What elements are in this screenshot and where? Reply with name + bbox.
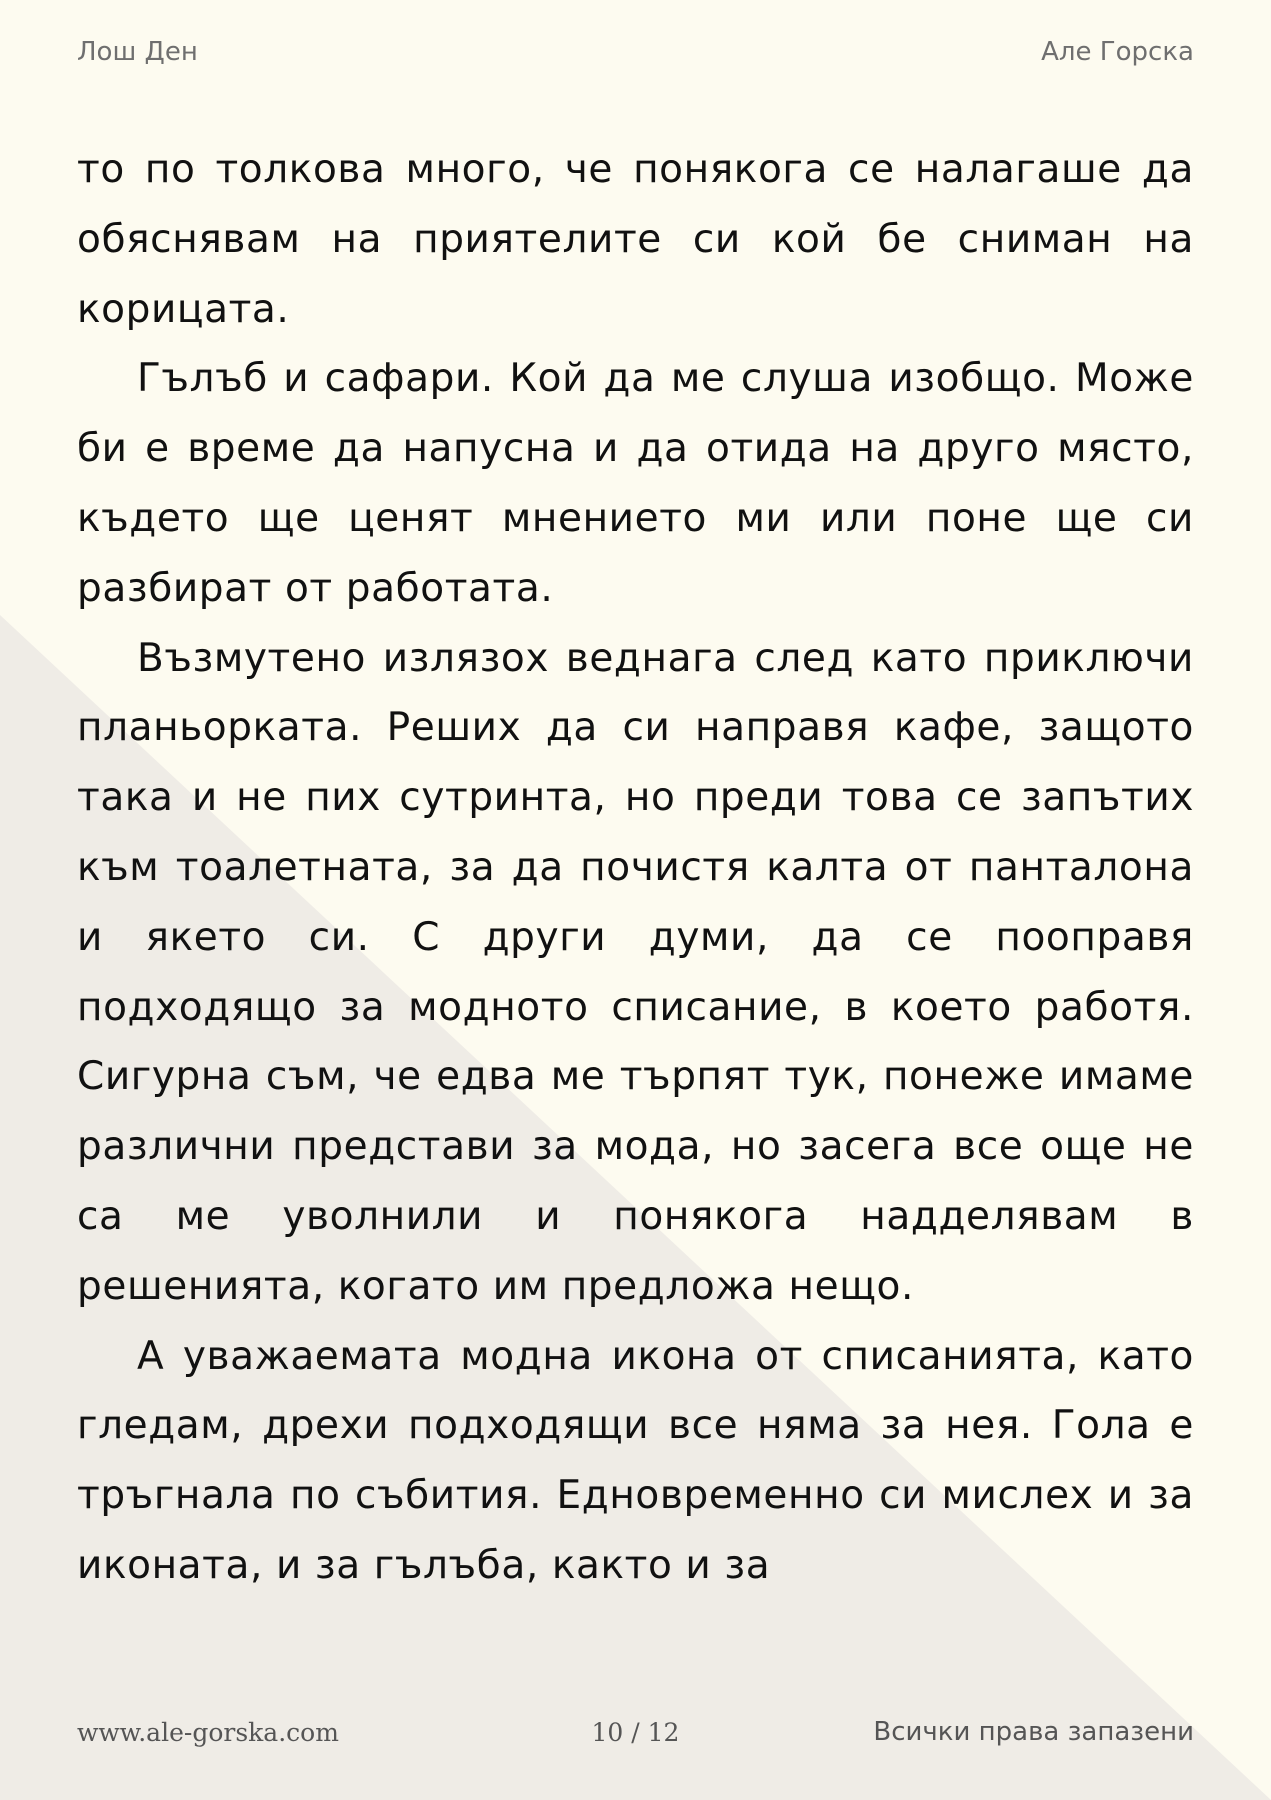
copyright-notice: Всички права запазени [873, 1717, 1194, 1747]
paragraph-4: А уважаемата модна икона от списанията, като гледам, дрехи подходящи все няма за нея. Гола е тръгнала по събития. Едновременно си мислех и за иконата, и за гълъба, както и за [77, 1333, 1194, 1588]
paragraph-1: то по толкова много, че понякога се налагаше да обяснявам на приятелите си кой бе сниман на корицата. [77, 147, 1194, 332]
page-header [77, 36, 1194, 68]
book-title: Лош Ден [77, 37, 198, 67]
website-link[interactable]: www.ale-gorska.com [77, 1717, 339, 1747]
paragraph-3: Възмутено излязох веднага след като приключи планьорката. Реших да си направя кафе, защото така и не пих сутринта, но преди това се запътих към тоалетната, за да почистя калта от панталона и якето си. С други думи, да се пооправя подходящо за модното списание, в което работя. Сигурна съм, че едва ме търпят тук, понеже имаме различни представи за мода, но засега все още не са ме уволнили и понякога надделявам в решенията, когато им предложа нещо. [77, 635, 1194, 1309]
page-body [77, 135, 1194, 1601]
paragraph-2: Гълъб и сафари. Кой да ме слуша изобщо. Може би е време да напусна и да отида на друго място, където ще ценят мнението ми или поне ще си разбират от работата. [77, 356, 1194, 611]
author-name: Але Горска [1041, 37, 1194, 67]
page-footer [77, 1716, 1194, 1748]
page-number: 10 / 12 [591, 1717, 680, 1747]
